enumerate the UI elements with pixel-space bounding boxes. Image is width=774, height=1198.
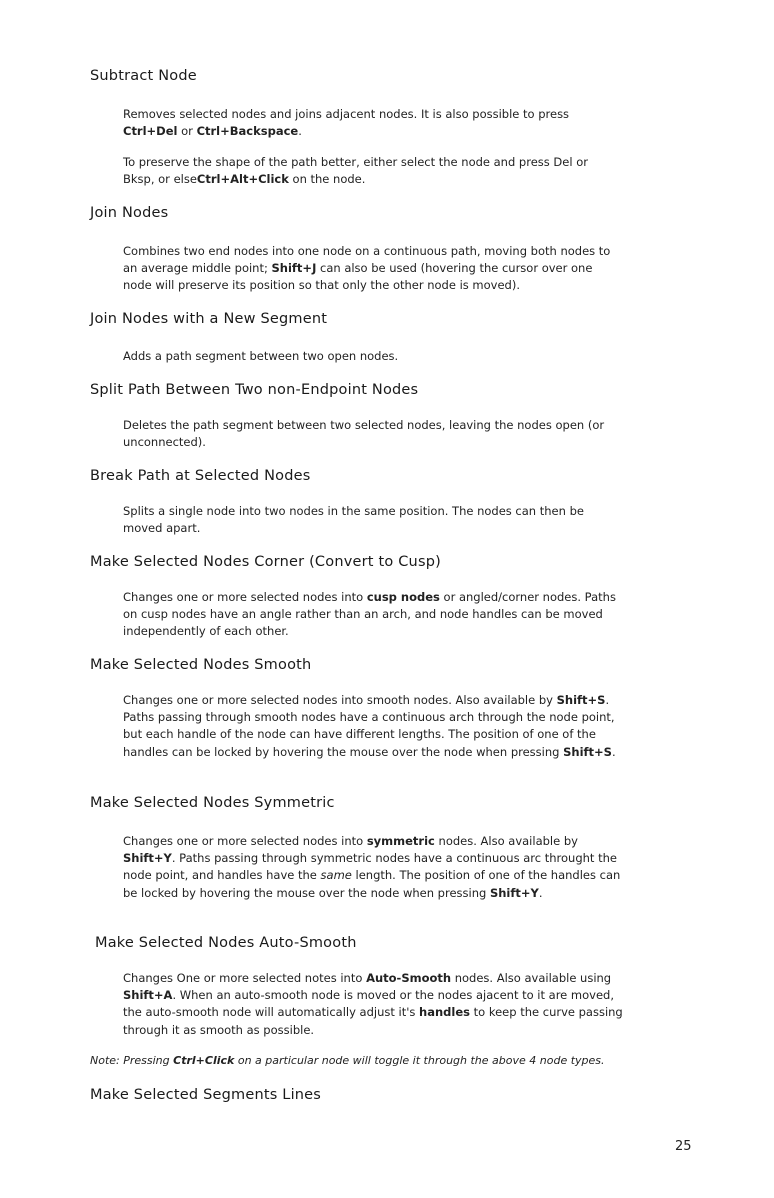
paragraph-nodes-smooth: Changes one or more selected nodes into smooth nodes. Also available by Shift+S. Paths passing through smooth nodes have a continuous arch through the node point, but each handle of the node can have different lengths. The position of one of the handles can be locked by hovering the mouse over the node when pressing Shift+S.: [123, 693, 616, 759]
heading-break-path: Break Path at Selected Nodes: [90, 468, 311, 484]
heading-join-nodes: Join Nodes: [90, 205, 169, 221]
note-ctrl-click: Note: Pressing Ctrl+Click on a particular node will toggle it through the above 4 node types.: [90, 1054, 605, 1067]
bold-term: Shift+Y: [123, 851, 172, 866]
bold-term: Shift+Y: [489, 885, 539, 900]
heading-nodes-symmetric: Make Selected Nodes Symmetric: [90, 795, 335, 811]
bold-term: Auto-Smooth: [366, 971, 452, 985]
heading-split-path: Split Path Between Two non-Endpoint Nodes: [90, 382, 419, 398]
paragraph-subtract-node-2: To preserve the shape of the path better, either select the node and press Del or Bksp, or elseCtrl+Alt+Click on the node.: [123, 155, 588, 187]
paragraph-break-path: Splits a single node into two nodes in the same position. The nodes can then be moved apart.: [123, 504, 584, 536]
bold-term: Ctrl+Click: [173, 1054, 235, 1067]
paragraph-nodes-auto-smooth: Changes One or more selected notes into Auto-Smooth nodes. Also available using Shift+A. When an auto-smooth node is moved or the nodes ajacent to it are moved, the auto-smooth node will automatically adjust it's handles to keep the curve passing through it as smooth as possible.: [123, 971, 623, 1037]
bold-term: Ctrl+Alt+Click: [196, 172, 289, 187]
heading-nodes-auto-smooth: Make Selected Nodes Auto-Smooth: [95, 935, 357, 951]
bold-term: Ctrl+Del: [123, 124, 178, 139]
heading-join-nodes-new-segment: Join Nodes with a New Segment: [90, 311, 328, 327]
heading-nodes-corner: Make Selected Nodes Corner (Convert to Cusp): [90, 554, 441, 570]
bold-term: Shift+J: [271, 261, 317, 276]
paragraph-join-nodes-new-segment: Adds a path segment between two open nodes.: [123, 349, 399, 363]
page-number: 25: [675, 1139, 692, 1154]
heading-nodes-smooth: Make Selected Nodes Smooth: [90, 657, 312, 673]
bold-term: Shift+A: [123, 988, 173, 1003]
bold-term: Ctrl+Backspace: [196, 124, 299, 139]
paragraph-nodes-symmetric: Changes one or more selected nodes into symmetric nodes. Also available by Shift+Y. Paths passing through symmetric nodes have a continuous arc throught the node point, and handles have the same length. The position of one of the handles can be locked by hovering the mouse over the node when pressing Shift+Y.: [123, 834, 621, 900]
paragraph-split-path: Deletes the path segment between two selected nodes, leaving the nodes open (or unconnected).: [123, 418, 605, 450]
bold-term: Shift+S: [556, 693, 606, 707]
bold-term: symmetric: [366, 834, 435, 848]
paragraph-subtract-node-1: Removes selected nodes and joins adjacent nodes. It is also possible to press Ctrl+Del or Ctrl+Backspace.: [123, 107, 570, 139]
italic-term: same: [320, 868, 352, 883]
bold-term: Shift+S: [563, 744, 612, 759]
heading-subtract-node: Subtract Node: [90, 68, 197, 84]
paragraph-nodes-corner: Changes one or more selected nodes into cusp nodes or angled/corner nodes. Paths on cusp nodes have an angle rather than an arch, and node handles can be moved independently of each other.: [123, 590, 616, 639]
bold-term: cusp nodes: [366, 590, 440, 604]
heading-segments-lines: Make Selected Segments Lines: [90, 1087, 322, 1103]
bold-term: handles: [419, 1005, 470, 1020]
paragraph-join-nodes: Combines two end nodes into one node on a continuous path, moving both nodes to an average middle point; Shift+J can also be used (hovering the cursor over one node will preserve its position so that only the other node is moved).: [123, 244, 611, 293]
